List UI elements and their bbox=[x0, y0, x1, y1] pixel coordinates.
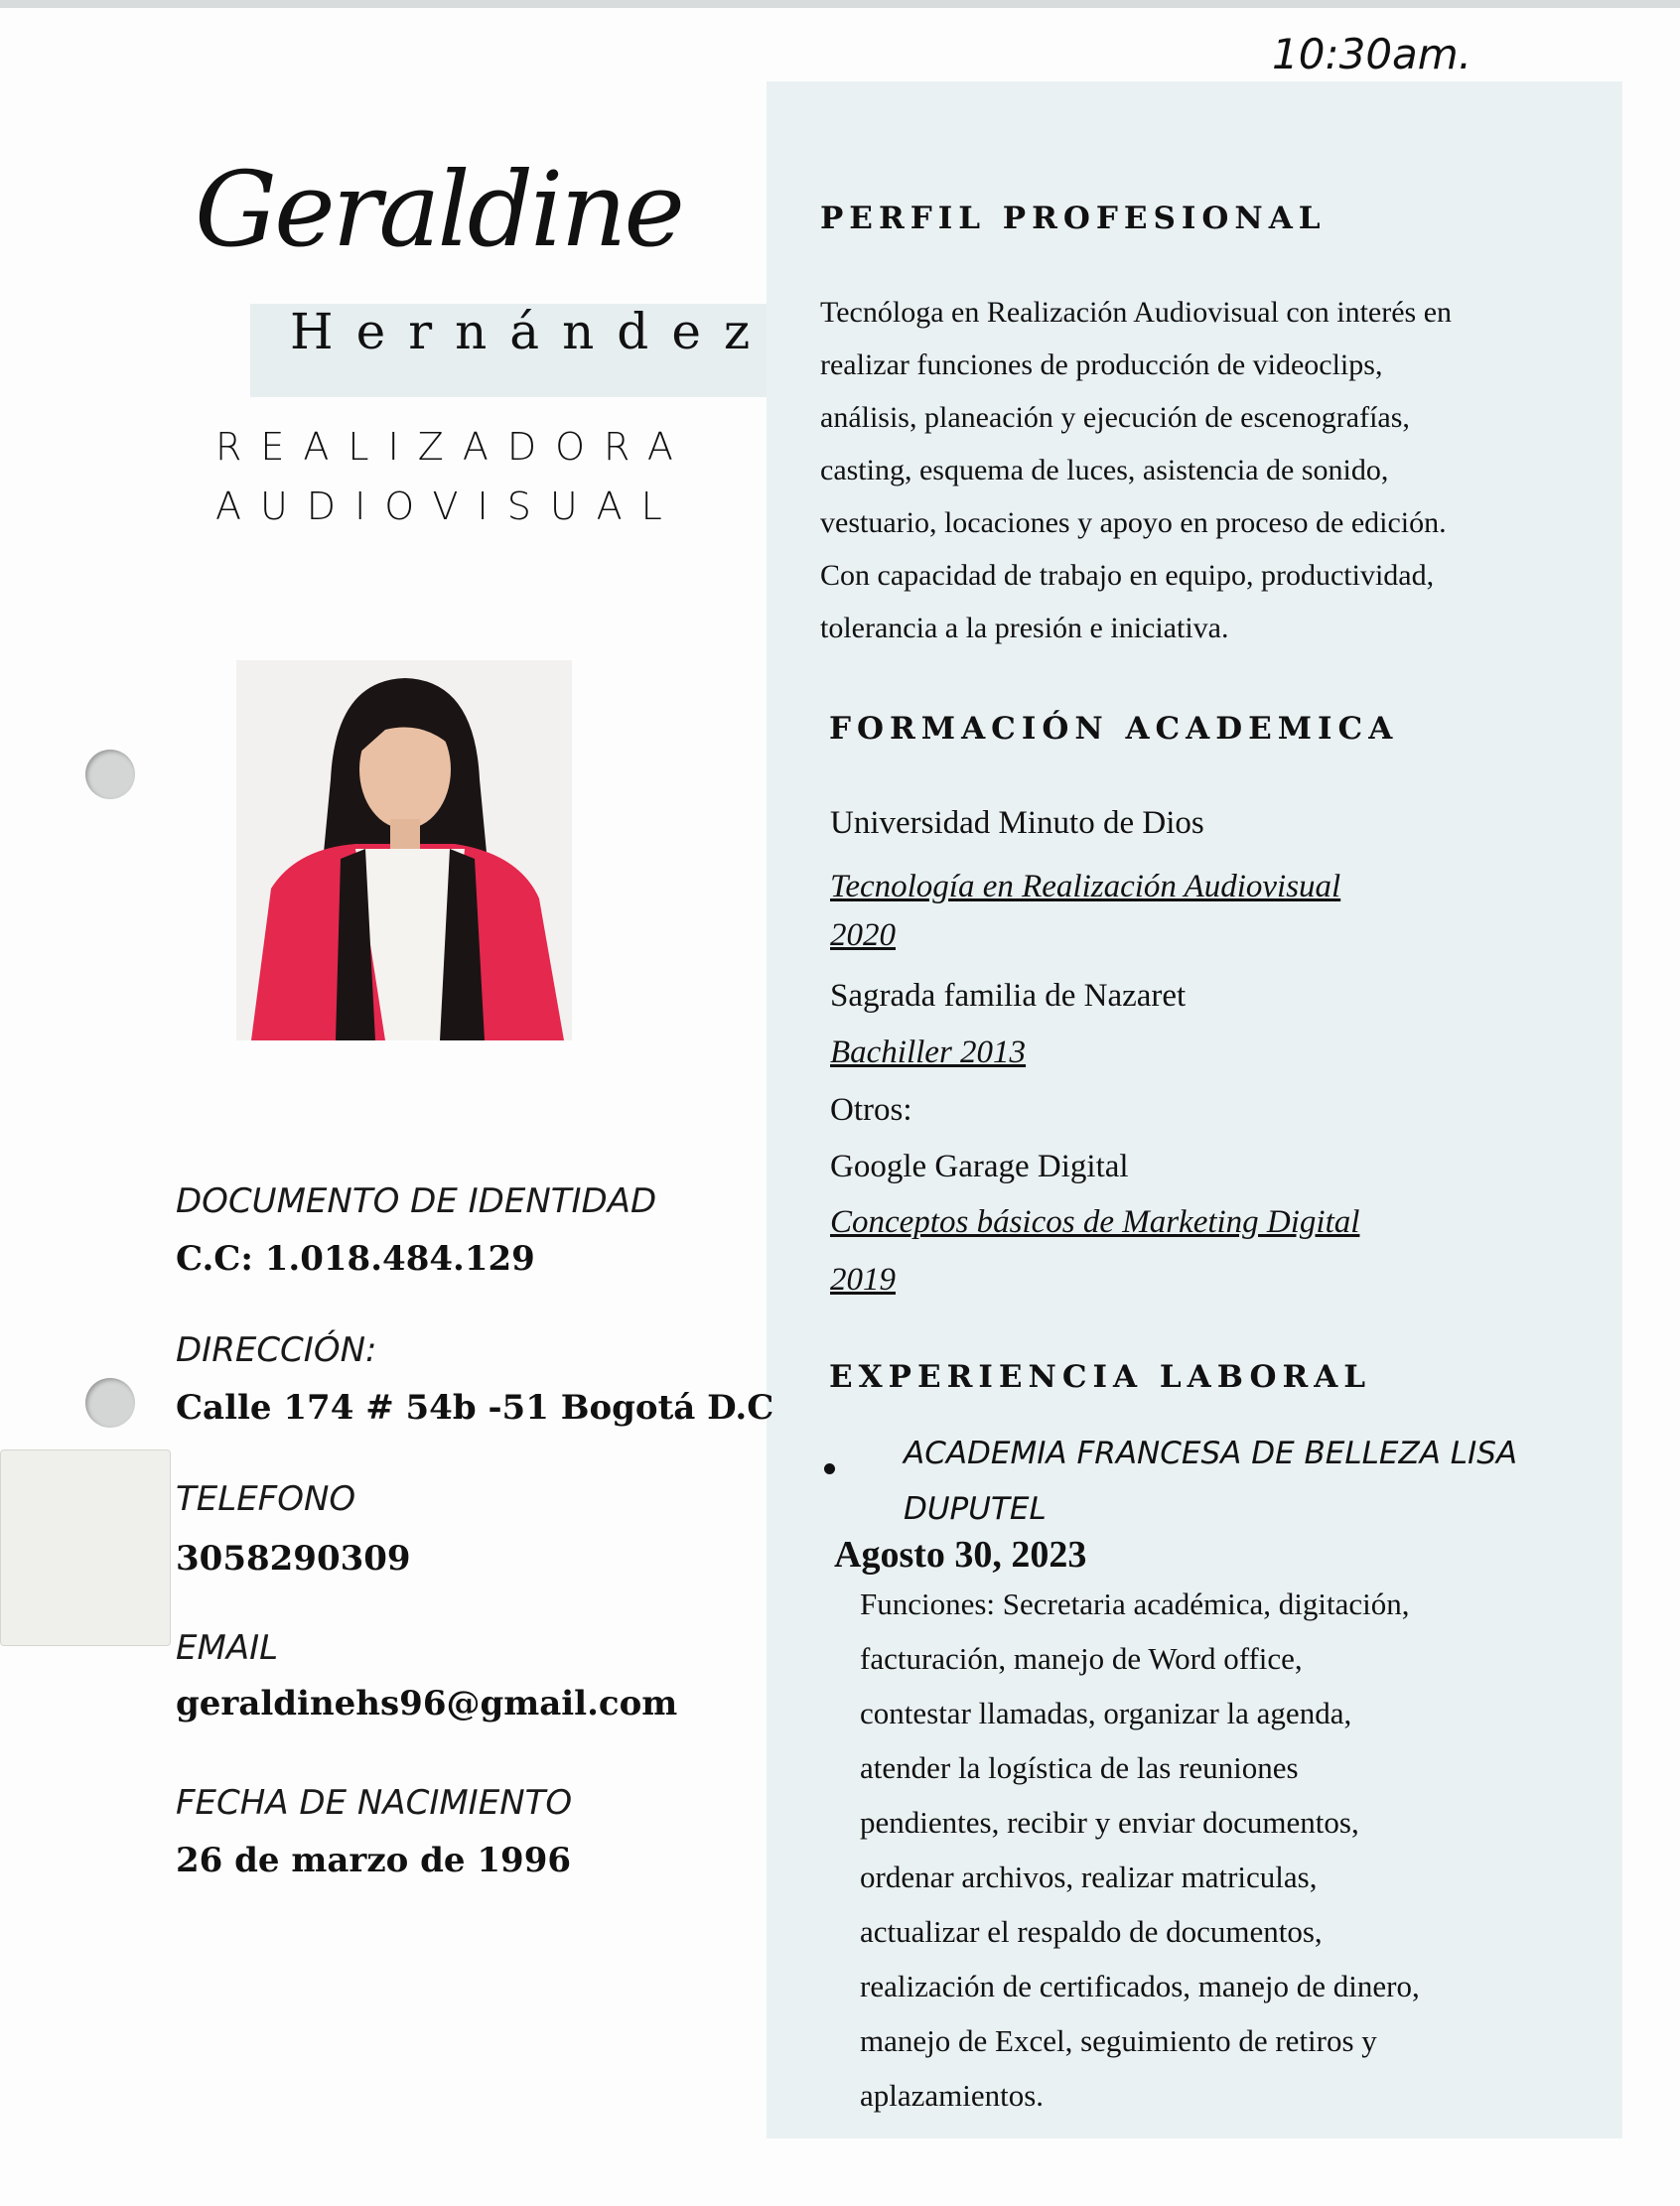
phone-value: 3058290309 bbox=[176, 1539, 411, 1579]
job-duties-line: pendientes, recibir y enviar documentos, bbox=[860, 1805, 1359, 1840]
section-title-experiencia: EXPERIENCIA LABORAL bbox=[829, 1359, 1372, 1395]
job-duties-line: aplazamientos. bbox=[860, 2078, 1045, 2113]
education-institution: Google Garage Digital bbox=[830, 1149, 1129, 1184]
bullet-icon bbox=[824, 1463, 835, 1474]
email-label: EMAIL bbox=[176, 1628, 279, 1668]
address-label: DIRECCIÓN: bbox=[176, 1330, 377, 1370]
profile-text-line: casting, esquema de luces, asistencia de sonido, bbox=[820, 454, 1389, 486]
scan-edge bbox=[0, 0, 1680, 8]
email-value: geraldinehs96@gmail.com bbox=[176, 1684, 678, 1723]
birthdate-value: 26 de marzo de 1996 bbox=[176, 1841, 572, 1880]
profile-text-line: tolerancia a la presión e iniciativa. bbox=[820, 612, 1229, 644]
profile-photo bbox=[236, 660, 572, 1040]
profile-text-line: vestuario, locaciones y apoyo en proceso de edición. bbox=[820, 506, 1447, 539]
job-duties-line: actualizar el respaldo de documentos, bbox=[860, 1914, 1323, 1949]
punch-hole bbox=[85, 1378, 135, 1428]
company-name: DUPUTEL bbox=[904, 1491, 1047, 1527]
id-value: C.C: 1.018.484.129 bbox=[176, 1239, 535, 1279]
education-degree: Bachiller 2013 bbox=[830, 1034, 1027, 1070]
education-course: Conceptos básicos de Marketing Digital bbox=[830, 1204, 1360, 1240]
profile-text-line: análisis, planeación y ejecución de escenografías, bbox=[820, 401, 1410, 434]
job-duties-line: atender la logística de las reuniones bbox=[860, 1750, 1299, 1785]
birthdate-label: FECHA DE NACIMIENTO bbox=[176, 1783, 573, 1823]
tape-strip bbox=[0, 1449, 171, 1646]
profile-text-line: Con capacidad de trabajo en equipo, productividad, bbox=[820, 559, 1435, 592]
punch-hole bbox=[85, 750, 135, 799]
profile-text-line: Tecnóloga en Realización Audiovisual con interés en bbox=[820, 296, 1453, 329]
role-line: AUDIOVISUAL bbox=[215, 484, 681, 528]
address-value: Calle 174 # 54b -51 Bogotá D.C bbox=[176, 1388, 774, 1428]
job-duties-line: manejo de Excel, seguimiento de retiros y bbox=[860, 2023, 1377, 2058]
last-name: Hernández bbox=[290, 303, 773, 360]
company-name: ACADEMIA FRANCESA DE BELLEZA LISA bbox=[904, 1436, 1518, 1471]
handwritten-time: 10:30am. bbox=[1272, 30, 1472, 78]
job-duties-line: realización de certificados, manejo de dinero, bbox=[860, 1969, 1420, 2003]
education-year: 2019 bbox=[830, 1262, 896, 1298]
id-label: DOCUMENTO DE IDENTIDAD bbox=[176, 1181, 657, 1221]
profile-text-line: realizar funciones de producción de videoclips, bbox=[820, 348, 1383, 381]
role-line: REALIZADORA bbox=[215, 425, 692, 469]
person-photo-icon bbox=[236, 660, 572, 1040]
phone-label: TELEFONO bbox=[176, 1479, 356, 1519]
education-institution: Sagrada familia de Nazaret bbox=[830, 978, 1187, 1014]
job-duties-line: facturación, manejo de Word office, bbox=[860, 1641, 1303, 1676]
education-institution: Universidad Minuto de Dios bbox=[830, 805, 1204, 841]
education-degree: Tecnología en Realización Audiovisual bbox=[830, 869, 1341, 904]
section-title-formacion: FORMACIÓN ACADEMICA bbox=[829, 711, 1399, 747]
education-other-label: Otros: bbox=[830, 1092, 912, 1128]
first-name: Geraldine bbox=[195, 149, 682, 270]
education-year: 2020 bbox=[830, 917, 896, 953]
job-duties-line: ordenar archivos, realizar matriculas, bbox=[860, 1860, 1318, 1894]
job-date: Agosto 30, 2023 bbox=[834, 1534, 1087, 1576]
job-duties-line: Funciones: Secretaria académica, digitación, bbox=[860, 1586, 1410, 1621]
section-title-perfil: PERFIL PROFESIONAL bbox=[820, 201, 1327, 236]
job-duties-line: contestar llamadas, organizar la agenda, bbox=[860, 1696, 1352, 1730]
